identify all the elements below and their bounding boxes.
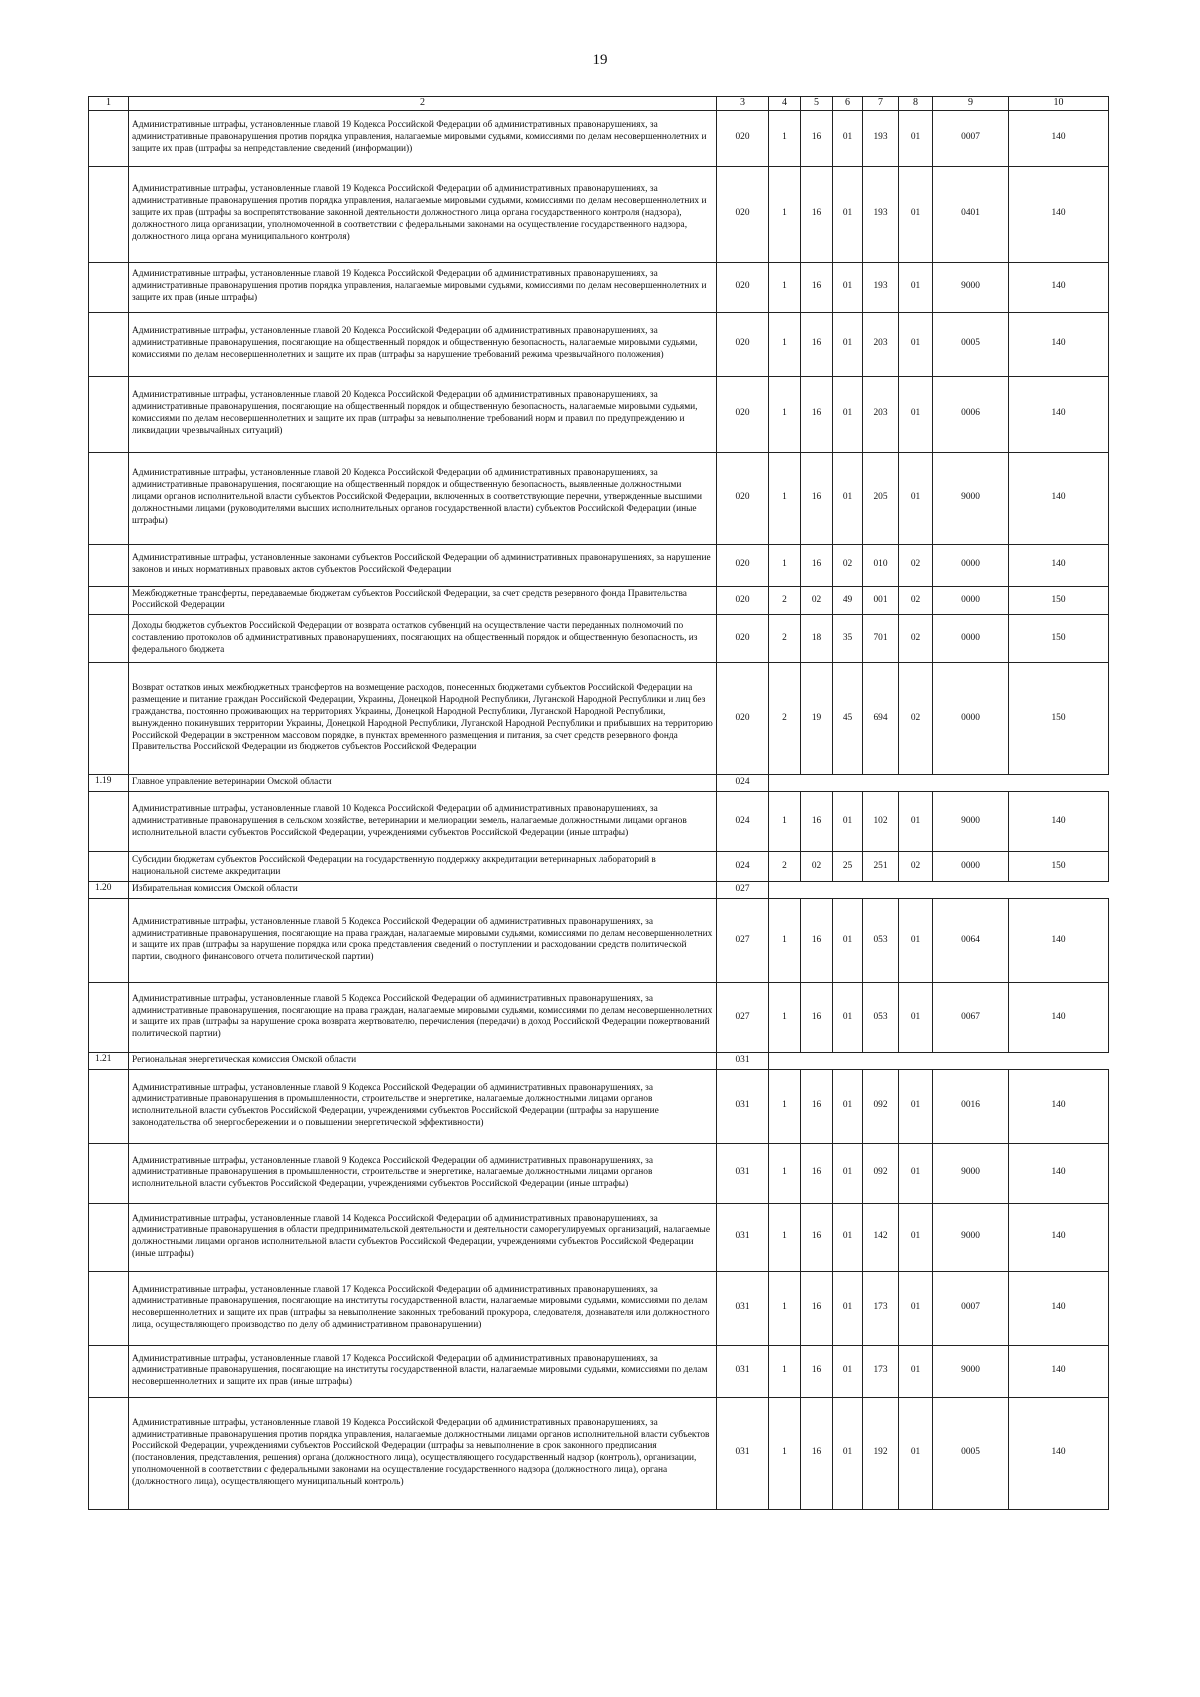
code-cell-5: 16 [801, 1397, 833, 1509]
code-cell-6: 25 [833, 852, 863, 882]
code-cell-9: 0007 [933, 110, 1009, 166]
code-cell-10: 150 [1009, 663, 1109, 775]
code-cell-4: 1 [769, 1069, 801, 1143]
row-number-cell [89, 544, 129, 586]
row-number-cell [89, 898, 129, 982]
column-header: 9 [933, 97, 1009, 111]
column-header: 5 [801, 97, 833, 111]
row-description-cell: Административные штрафы, установленные главой 17 Кодекса Российской Федерации об административных правонарушениях, за административные правонарушения, посягающие на институты государственной власти, налагаемые мировыми судьями, комиссиями по делам несовершеннолетних и защите их прав (штрафы за невыполнение законных требований прокурора, следователя, дознавателя или должностного лица, осуществляющего производство по делу об административном правонарушении) [129, 1271, 717, 1345]
code-cell-10: 140 [1009, 1069, 1109, 1143]
code-cell-3: 020 [717, 544, 769, 586]
code-cell-10: 150 [1009, 852, 1109, 882]
row-number-cell [89, 376, 129, 452]
code-cell-4: 1 [769, 166, 801, 262]
code-cell-8: 01 [899, 312, 933, 376]
classification-table-container [88, 96, 1108, 1510]
code-cell-3: 024 [717, 852, 769, 882]
code-cell-6: 01 [833, 982, 863, 1052]
code-cell-4: 1 [769, 1203, 801, 1271]
table-row [89, 792, 1109, 852]
code-cell-7: 142 [863, 1203, 899, 1271]
code-cell-5: 18 [801, 615, 833, 663]
table-row [89, 1397, 1109, 1509]
code-cell-4: 1 [769, 110, 801, 166]
row-number-cell [89, 792, 129, 852]
code-cell-8: 01 [899, 1271, 933, 1345]
code-cell-6: 01 [833, 792, 863, 852]
code-cell-10: 140 [1009, 1271, 1109, 1345]
code-cell-4: 1 [769, 1271, 801, 1345]
code-cell-6: 01 [833, 1203, 863, 1271]
code-cell-8: 02 [899, 544, 933, 586]
table-row [89, 544, 1109, 586]
code-cell-8: 02 [899, 852, 933, 882]
code-cell-7: 173 [863, 1271, 899, 1345]
column-header: 4 [769, 97, 801, 111]
table-row [89, 1143, 1109, 1203]
code-cell-10: 140 [1009, 792, 1109, 852]
code-cell-3: 020 [717, 376, 769, 452]
code-cell-3: 020 [717, 615, 769, 663]
row-number-cell [89, 1397, 129, 1509]
row-description-cell: Административные штрафы, установленные главой 10 Кодекса Российской Федерации об административных правонарушениях, за административные правонарушения в сельском хозяйстве, ветеринарии и мелиорации земель, налагаемые должностными лицами органов исполнительной власти субъектов Российской Федерации, учреждениями субъектов Российской Федерации (иные штрафы) [129, 792, 717, 852]
code-cell-7: 092 [863, 1069, 899, 1143]
code-cell-10: 140 [1009, 452, 1109, 544]
code-cell-8: 01 [899, 982, 933, 1052]
table-row [89, 166, 1109, 262]
code-cell-3: 020 [717, 262, 769, 312]
code-cell-8: 01 [899, 1397, 933, 1509]
code-cell-7: 203 [863, 312, 899, 376]
code-cell-10: 140 [1009, 544, 1109, 586]
row-description-cell: Административные штрафы, установленные законами субъектов Российской Федерации об административных правонарушениях, за нарушение законов и иных нормативных правовых актов субъектов Российской Федерации [129, 544, 717, 586]
code-cell-8: 02 [899, 586, 933, 615]
code-cell-3: 024 [717, 792, 769, 852]
code-cell-9: 9000 [933, 262, 1009, 312]
code-cell-8: 01 [899, 452, 933, 544]
table-row [89, 898, 1109, 982]
row-number-cell [89, 166, 129, 262]
code-cell-5: 02 [801, 852, 833, 882]
code-cell-6: 02 [833, 544, 863, 586]
code-cell-10: 140 [1009, 898, 1109, 982]
code-cell-5: 16 [801, 110, 833, 166]
row-description-cell: Административные штрафы, установленные главой 20 Кодекса Российской Федерации об административных правонарушениях, за административные правонарушения, посягающие на общественный порядок и общественную безопасность, выявленные должностными лицами органов исполнительной власти субъектов Российской Федерации, включенных в соответствующие перечни, утвержденные высшими должностными лицами (руководителями высших исполнительных органов государственной власти) субъектов Российской Федерации (иные штрафы) [129, 452, 717, 544]
column-header: 7 [863, 97, 899, 111]
code-cell-8: 01 [899, 1203, 933, 1271]
page-number: 19 [592, 52, 608, 68]
row-number-cell [89, 1069, 129, 1143]
table-row [89, 982, 1109, 1052]
code-cell-3: 027 [717, 882, 769, 899]
code-cell-10: 140 [1009, 262, 1109, 312]
row-number-cell [89, 452, 129, 544]
code-cell-5: 16 [801, 376, 833, 452]
code-cell-6: 01 [833, 110, 863, 166]
code-cell-3: 027 [717, 982, 769, 1052]
row-number-cell [89, 1203, 129, 1271]
code-cell-10: 140 [1009, 1345, 1109, 1397]
table-row [89, 615, 1109, 663]
code-cell-5: 16 [801, 262, 833, 312]
code-cell-8: 02 [899, 615, 933, 663]
code-cell-6: 45 [833, 663, 863, 775]
code-cell-7: 092 [863, 1143, 899, 1203]
code-cell-5: 16 [801, 1271, 833, 1345]
code-cell-6: 01 [833, 166, 863, 262]
code-cell-9: 0005 [933, 1397, 1009, 1509]
code-cell-7: 053 [863, 898, 899, 982]
code-cell-3: 031 [717, 1271, 769, 1345]
code-cell-5: 16 [801, 452, 833, 544]
code-cell-5: 16 [801, 898, 833, 982]
code-cell-10: 140 [1009, 982, 1109, 1052]
code-cell-7: 701 [863, 615, 899, 663]
row-description-cell: Административные штрафы, установленные главой 20 Кодекса Российской Федерации об административных правонарушениях, за административные правонарушения, посягающие на общественный порядок и общественную безопасность, налагаемые мировыми судьями, комиссиями по делам несовершеннолетних и защите их прав (штрафы за нарушение требований режима чрезвычайного положения) [129, 312, 717, 376]
code-cell-3: 020 [717, 663, 769, 775]
row-description-cell: Административные штрафы, установленные главой 19 Кодекса Российской Федерации об административных правонарушениях, за административные правонарушения против порядка управления, налагаемые мировыми судьями, комиссиями по делам несовершеннолетних и защите их прав (штрафы за воспрепятствование законной деятельности должностного лица органа государственного контроля (надзора), должностного лица организации, уполномоченной в соответствии с федеральными законами на осуществление государственного надзора, должностного лица органа муниципального контроля) [129, 166, 717, 262]
code-cell-4: 1 [769, 312, 801, 376]
code-cell-9: 9000 [933, 792, 1009, 852]
row-description-cell: Возврат остатков иных межбюджетных трансфертов на возмещение расходов, понесенных бюджетами субъектов Российской Федерации на размещение и питание граждан Российской Федерации, Украины, Донецкой Народной Республики, Луганской Народной Республики и лиц без гражданства, постоянно проживающих на территориях Украины, Донецкой Народной Республики, Луганской Народной Республики, вынужденно покинувших территории Украины, Донецкой Народной Республики, Луганской Народной Республики и прибывших на территорию Российской Федерации в экстренном массовом порядке, в пунктах временного размещения и питания, за счет средств резервного фонда Правительства Российской Федерации из бюджетов субъектов Российской Федерации [129, 663, 717, 775]
code-cell-4: 1 [769, 452, 801, 544]
code-cell-10: 140 [1009, 110, 1109, 166]
code-cell-4: 2 [769, 663, 801, 775]
code-cell-3: 020 [717, 586, 769, 615]
row-description-cell: Доходы бюджетов субъектов Российской Федерации от возврата остатков субвенций на осуществление части переданных полномочий по составлению протоколов об административных правонарушениях, посягающих на общественный порядок и общественную безопасность, из федерального бюджета [129, 615, 717, 663]
table-row [89, 586, 1109, 615]
code-cell-4: 1 [769, 898, 801, 982]
table-header-row [89, 97, 1109, 111]
section-row [89, 775, 1109, 792]
code-cell-9: 0005 [933, 312, 1009, 376]
code-cell-9: 0000 [933, 544, 1009, 586]
code-cell-5: 16 [801, 1203, 833, 1271]
column-header: 8 [899, 97, 933, 111]
row-description-cell: Главное управление ветеринарии Омской области [129, 775, 717, 792]
code-cell-6: 01 [833, 1069, 863, 1143]
table-row [89, 1271, 1109, 1345]
row-number-cell [89, 663, 129, 775]
code-cell-5: 16 [801, 544, 833, 586]
table-row [89, 452, 1109, 544]
code-cell-7: 203 [863, 376, 899, 452]
table-row [89, 262, 1109, 312]
table-body [89, 110, 1109, 1509]
code-cell-3: 031 [717, 1143, 769, 1203]
code-cell-5: 16 [801, 1345, 833, 1397]
row-number-cell: 1.20 [89, 882, 129, 899]
code-cell-4: 1 [769, 792, 801, 852]
code-cell-4: 2 [769, 586, 801, 615]
code-cell-4: 1 [769, 1143, 801, 1203]
row-number-cell [89, 1271, 129, 1345]
row-description-cell: Субсидии бюджетам субъектов Российской Федерации на государственную поддержку аккредитации ветеринарных лабораторий в национальной системе аккредитации [129, 852, 717, 882]
code-cell-3: 024 [717, 775, 769, 792]
code-cell-8: 01 [899, 166, 933, 262]
table-row [89, 1203, 1109, 1271]
code-cell-9: 0000 [933, 852, 1009, 882]
code-cell-8: 01 [899, 1143, 933, 1203]
row-description-cell: Избирательная комиссия Омской области [129, 882, 717, 899]
code-cell-4: 2 [769, 852, 801, 882]
code-cell-7: 193 [863, 262, 899, 312]
code-cell-3: 031 [717, 1052, 769, 1069]
code-cell-10: 150 [1009, 586, 1109, 615]
code-cell-6: 01 [833, 898, 863, 982]
code-cell-5: 02 [801, 586, 833, 615]
code-cell-3: 020 [717, 312, 769, 376]
code-cell-5: 16 [801, 1069, 833, 1143]
code-cell-10: 140 [1009, 1203, 1109, 1271]
table-row [89, 852, 1109, 882]
table-row [89, 1345, 1109, 1397]
code-cell-4: 1 [769, 982, 801, 1052]
code-cell-6: 01 [833, 1345, 863, 1397]
code-cell-5: 16 [801, 792, 833, 852]
code-cell-8: 01 [899, 110, 933, 166]
code-cell-9: 9000 [933, 1203, 1009, 1271]
table-row [89, 376, 1109, 452]
row-number-cell [89, 615, 129, 663]
code-cell-6: 01 [833, 1271, 863, 1345]
table-row [89, 312, 1109, 376]
table-row [89, 110, 1109, 166]
code-cell-8: 01 [899, 898, 933, 982]
code-cell-5: 16 [801, 166, 833, 262]
code-cell-7: 193 [863, 110, 899, 166]
code-cell-3: 031 [717, 1345, 769, 1397]
code-cell-4: 1 [769, 376, 801, 452]
code-cell-9: 9000 [933, 1143, 1009, 1203]
row-description-cell: Межбюджетные трансферты, передаваемые бюджетам субъектов Российской Федерации, за счет средств резервного фонда Правительства Российской Федерации [129, 586, 717, 615]
code-cell-5: 16 [801, 312, 833, 376]
code-cell-9: 0401 [933, 166, 1009, 262]
code-cell-6: 01 [833, 312, 863, 376]
row-description-cell: Административные штрафы, установленные главой 20 Кодекса Российской Федерации об административных правонарушениях, за административные правонарушения, посягающие на общественный порядок и общественную безопасность, налагаемые мировыми судьями, комиссиями по делам несовершеннолетних и защите их прав (штрафы за невыполнение требований норм и правил по предупреждению и ликвидации чрезвычайных ситуаций) [129, 376, 717, 452]
code-cell-7: 205 [863, 452, 899, 544]
row-description-cell: Административные штрафы, установленные главой 9 Кодекса Российской Федерации об административных правонарушениях, за административные правонарушения в промышленности, строительстве и энергетике, налагаемые должностными лицами органов исполнительной власти субъектов Российской Федерации, учреждениями субъектов Российской Федерации (штрафы за нарушение законодательства об энергосбережении и о повышении энергетической эффективности) [129, 1069, 717, 1143]
row-number-cell [89, 1345, 129, 1397]
code-cell-9: 9000 [933, 1345, 1009, 1397]
code-cell-6: 01 [833, 376, 863, 452]
row-number-cell [89, 982, 129, 1052]
row-number-cell [89, 312, 129, 376]
code-cell-7: 010 [863, 544, 899, 586]
row-description-cell: Административные штрафы, установленные главой 19 Кодекса Российской Федерации об административных правонарушениях, за административные правонарушения против порядка управления, налагаемые мировыми судьями, комиссиями по делам несовершеннолетних и защите их прав (штрафы за непредставление сведений (информации)) [129, 110, 717, 166]
code-cell-7: 001 [863, 586, 899, 615]
code-cell-4: 1 [769, 544, 801, 586]
code-cell-6: 01 [833, 262, 863, 312]
code-cell-8: 01 [899, 376, 933, 452]
code-cell-4: 1 [769, 1397, 801, 1509]
table-row [89, 663, 1109, 775]
column-header: 6 [833, 97, 863, 111]
table-row [89, 1069, 1109, 1143]
code-cell-9: 0000 [933, 663, 1009, 775]
section-row [89, 1052, 1109, 1069]
row-number-cell [89, 110, 129, 166]
row-number-cell [89, 1143, 129, 1203]
code-cell-8: 01 [899, 1069, 933, 1143]
column-header: 3 [717, 97, 769, 111]
code-cell-4: 1 [769, 1345, 801, 1397]
code-cell-7: 053 [863, 982, 899, 1052]
code-cell-10: 140 [1009, 312, 1109, 376]
code-cell-8: 01 [899, 1345, 933, 1397]
row-number-cell [89, 852, 129, 882]
section-empty-cell [769, 775, 1109, 792]
section-empty-cell [769, 1052, 1109, 1069]
row-description-cell: Административные штрафы, установленные главой 5 Кодекса Российской Федерации об административных правонарушениях, за административные правонарушения, посягающие на права граждан, налагаемые мировыми судьями, комиссиями по делам несовершеннолетних и защите их прав (штрафы за нарушение порядка или срока представления сведений о поступлении и расходовании средств политической партии, сводного финансового отчета политической партии) [129, 898, 717, 982]
code-cell-3: 031 [717, 1397, 769, 1509]
row-description-cell: Административные штрафы, установленные главой 5 Кодекса Российской Федерации об административных правонарушениях, за административные правонарушения, посягающие на права граждан, налагаемые мировыми судьями, комиссиями по делам несовершеннолетних и защите их прав (штрафы за нарушение срока возврата жертвователю, перечисления (передачи) в доход Российской Федерации пожертвований политической партии) [129, 982, 717, 1052]
column-header: 2 [129, 97, 717, 111]
code-cell-9: 0000 [933, 615, 1009, 663]
code-cell-7: 193 [863, 166, 899, 262]
row-description-cell: Административные штрафы, установленные главой 9 Кодекса Российской Федерации об административных правонарушениях, за административные правонарушения в промышленности, строительстве и энергетике, налагаемые должностными лицами органов исполнительной власти субъектов Российской Федерации, учреждениями субъектов Российской Федерации (иные штрафы) [129, 1143, 717, 1203]
code-cell-9: 0000 [933, 586, 1009, 615]
row-description-cell: Региональная энергетическая комиссия Омской области [129, 1052, 717, 1069]
code-cell-9: 0007 [933, 1271, 1009, 1345]
row-number-cell [89, 262, 129, 312]
code-cell-10: 150 [1009, 615, 1109, 663]
code-cell-7: 102 [863, 792, 899, 852]
code-cell-9: 0064 [933, 898, 1009, 982]
row-description-cell: Административные штрафы, установленные главой 19 Кодекса Российской Федерации об административных правонарушениях, за административные правонарушения против порядка управления, налагаемые должностными лицами органов исполнительной власти субъектов Российской Федерации, учреждениями субъектов Российской Федерации (штрафы за невыполнение в срок законного предписания (постановления, представления, решения) органа (должностного лица), осуществляющего государственный надзор (контроль), организации, уполномоченной в соответствии с федеральными законами на осуществление государственного надзора (должностного лица), органа (должностного лица), осуществляющего муниципальный контроль) [129, 1397, 717, 1509]
classification-table [88, 96, 1109, 1510]
code-cell-3: 031 [717, 1069, 769, 1143]
code-cell-9: 9000 [933, 452, 1009, 544]
code-cell-7: 694 [863, 663, 899, 775]
code-cell-10: 140 [1009, 1397, 1109, 1509]
row-description-cell: Административные штрафы, установленные главой 19 Кодекса Российской Федерации об административных правонарушениях, за административные правонарушения против порядка управления, налагаемые мировыми судьями, комиссиями по делам несовершеннолетних и защите их прав (иные штрафы) [129, 262, 717, 312]
code-cell-3: 020 [717, 166, 769, 262]
code-cell-9: 0006 [933, 376, 1009, 452]
code-cell-5: 19 [801, 663, 833, 775]
code-cell-7: 192 [863, 1397, 899, 1509]
code-cell-4: 1 [769, 262, 801, 312]
code-cell-6: 49 [833, 586, 863, 615]
code-cell-3: 020 [717, 452, 769, 544]
column-header: 1 [89, 97, 129, 111]
code-cell-8: 01 [899, 792, 933, 852]
code-cell-3: 020 [717, 110, 769, 166]
code-cell-3: 027 [717, 898, 769, 982]
code-cell-8: 01 [899, 262, 933, 312]
code-cell-10: 140 [1009, 1143, 1109, 1203]
code-cell-6: 01 [833, 1143, 863, 1203]
row-description-cell: Административные штрафы, установленные главой 14 Кодекса Российской Федерации об административных правонарушениях, за административные правонарушения в области предпринимательской деятельности и деятельности саморегулируемых организаций, налагаемые должностными лицами органов исполнительной власти субъектов Российской Федерации, учреждениями субъектов Российской Федерации (иные штрафы) [129, 1203, 717, 1271]
code-cell-6: 01 [833, 452, 863, 544]
row-number-cell [89, 586, 129, 615]
code-cell-10: 140 [1009, 166, 1109, 262]
code-cell-6: 01 [833, 1397, 863, 1509]
code-cell-7: 173 [863, 1345, 899, 1397]
code-cell-5: 16 [801, 1143, 833, 1203]
code-cell-9: 0016 [933, 1069, 1009, 1143]
row-description-cell: Административные штрафы, установленные главой 17 Кодекса Российской Федерации об административных правонарушениях, за административные правонарушения, посягающие на институты государственной власти, налагаемые мировыми судьями, комиссиями по делам несовершеннолетних и защите их прав (иные штрафы) [129, 1345, 717, 1397]
code-cell-4: 2 [769, 615, 801, 663]
code-cell-8: 02 [899, 663, 933, 775]
section-empty-cell [769, 882, 1109, 899]
code-cell-5: 16 [801, 982, 833, 1052]
code-cell-6: 35 [833, 615, 863, 663]
section-row [89, 882, 1109, 899]
column-header: 10 [1009, 97, 1109, 111]
code-cell-7: 251 [863, 852, 899, 882]
code-cell-10: 140 [1009, 376, 1109, 452]
row-number-cell: 1.21 [89, 1052, 129, 1069]
code-cell-9: 0067 [933, 982, 1009, 1052]
row-number-cell: 1.19 [89, 775, 129, 792]
code-cell-3: 031 [717, 1203, 769, 1271]
